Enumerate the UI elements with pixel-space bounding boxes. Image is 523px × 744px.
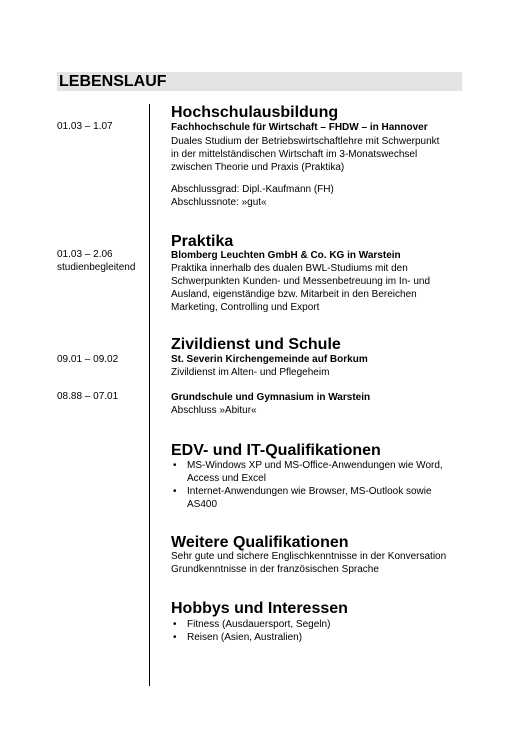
bullet-icon: • [173,486,177,497]
zivildienst-date: 09.01 – 09.02 [57,354,119,365]
list-item [171,459,471,485]
hochschule-description [171,135,471,174]
text-line: in der mittelständischen Wirtschaft im 3-Monatswechsel [171,149,418,160]
text-line: Reisen (Asien, Australien) [187,632,303,643]
praktika-date-range: 01.03 – 2.06 [57,249,113,260]
zivildienst-org: St. Severin Kirchengemeinde auf Borkum [171,354,368,365]
schule-description [171,404,471,417]
weitere-description [171,550,471,576]
text-line: MS-Windows XP und MS-Office-Anwendungen wie Word, [187,460,443,471]
praktika-description [171,262,471,314]
text-line: AS400 [187,499,218,510]
hobbys-list [171,618,471,644]
section-title-praktika: Praktika [171,233,234,250]
zivildienst-description [171,366,471,379]
page-header-bar [57,72,462,91]
list-item [171,618,471,631]
text-line: Schwerpunkten Kunden- und Messenbetreuung im In- und [171,276,431,287]
bullet-icon: • [173,619,177,630]
hochschule-date: 01.03 – 1.07 [57,121,113,132]
degree-line: Abschlussgrad: Dipl.-Kaufmann (FH) [171,184,334,195]
list-item [171,485,471,511]
text-line: Zivildienst im Alten- und Pflegeheim [171,367,330,378]
hochschule-result [171,183,471,209]
bullet-icon: • [173,632,177,643]
edv-list [171,459,471,511]
schule-org: Grundschule und Gymnasium in Warstein [171,392,371,403]
section-title-edv: EDV- und IT-Qualifikationen [171,442,381,459]
section-title-weitere: Weitere Qualifikationen [171,534,349,551]
praktika-company: Blomberg Leuchten GmbH & Co. KG in Warstein [171,250,401,261]
section-title-hobbys: Hobbys und Interessen [171,600,348,617]
text-line: Abschluss »Abitur« [171,405,257,416]
section-title-zivildienst: Zivildienst und Schule [171,336,341,353]
section-title-hochschule: Hochschulausbildung [171,104,339,121]
text-line: Duales Studium der Betriebswirtschaftlehre mit Schwerpunkt [171,136,440,147]
text-line: Sehr gute und sichere Englischkenntnisse in der Konversation [171,551,447,562]
text-line: Internet-Anwendungen wie Browser, MS-Outlook sowie [187,486,432,497]
bullet-icon: • [173,460,177,471]
timeline-divider [149,104,150,686]
schule-date: 08.88 – 07.01 [57,391,119,402]
text-line: Praktika innerhalb des dualen BWL-Studiums mit den [171,263,408,274]
text-line: Grundkenntnisse in der französischen Sprache [171,564,379,575]
grade-line: Abschlussnote: »gut« [171,197,267,208]
text-line: Access und Excel [187,473,266,484]
hochschule-institution: Fachhochschule für Wirtschaft – FHDW – in Hannover [171,122,428,133]
praktika-date [57,248,135,274]
text-line: zwischen Theorie und Praxis (Praktika) [171,162,345,173]
page-title: LEBENSLAUF [59,73,167,90]
text-line: Ausland, eigenständige bzw. Mitarbeit in den Bereichen [171,289,417,300]
text-line: Fitness (Ausdauersport, Segeln) [187,619,331,630]
list-item [171,631,471,644]
text-line: Marketing, Controlling und Export [171,302,320,313]
praktika-date-note: studienbegleitend [57,262,136,273]
